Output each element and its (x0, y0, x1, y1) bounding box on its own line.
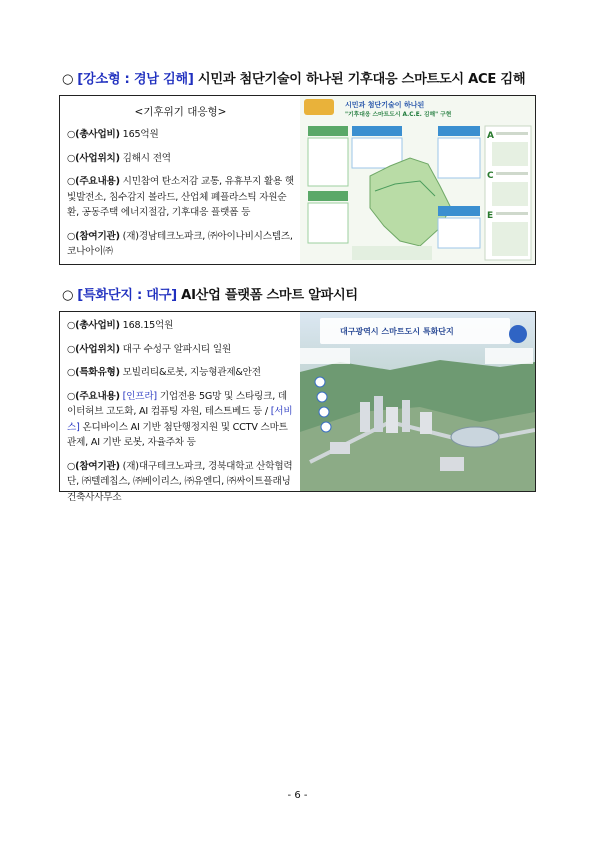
section1-item-orgs: ○(참여기관) (재)경남테크노파크, ㈜아이나비시스템즈, 코나아이㈜ (67, 230, 293, 257)
section2-item-location: ○(사업위치) 대구 수성구 알파시티 일원 (67, 343, 231, 355)
section1-tag: [강소형 : 경남 김해] (77, 72, 194, 87)
section1-item-content: ○(주요내용) 시민참여 탄소저감 교통, 유휴부지 활용 햇빛발전소, 침수감지 볼라드, 산업체 폐플라스틱 자원순환, 공동주택 에너지절감, 기후대응 플랫폼 등 (67, 176, 294, 218)
gimhae-infographic (300, 96, 535, 264)
section2-item-content: ○(주요내용) [인프라] 기업전용 5G망 및 스타링크, 데이터허브 고도화, AI 컴퓨팅 자원, 테스트베드 등 / [서비스] 온디바이스 AI 기반 첨단행정지원 및 CCTV 스마트 관제, AI 기반 로봇, 자율주차 등 (67, 390, 293, 448)
section2-title (62, 284, 358, 303)
section2-tag: [특화단지 : 대구] (77, 288, 177, 303)
section1-box (59, 95, 536, 265)
section2-image (300, 312, 535, 491)
letter-c: C (487, 171, 494, 181)
section2-box (59, 311, 536, 503)
section2-item-budget: ○(총사업비) 168.15억원 (67, 320, 174, 331)
bullet-circle: ○ (62, 288, 74, 303)
section1-subhead: <기후위기 대응형> (134, 106, 227, 118)
page-number: - 6 - (287, 790, 308, 801)
section2-item-type: ○(특화유형) 모빌리티&로봇, 지능형관제&안전 (67, 367, 261, 378)
section2-heading: AI산업 플랫폼 스마트 알파시티 (181, 288, 358, 303)
rendering-banner: 대구광역시 스마트도시 특화단지 (340, 327, 454, 336)
letter-a: A (487, 131, 494, 141)
section1-heading: 시민과 첨단기술이 하나된 기후대응 스마트도시 ACE 김해 (197, 72, 526, 87)
section1-item-location: ○(사업위치) 김해시 전역 (67, 152, 171, 164)
section2-item-orgs: ○(참여기관) (재)대구테크노파크, 경북대학교 산학협력단, ㈜텔레칩스, ㈜베이리스, ㈜유엔디, ㈜싸이트플래닝건축사사무소 (67, 460, 293, 503)
daegu-rendering (300, 312, 535, 491)
infographic-banner: 시민과 첨단기술이 하나된 (345, 101, 425, 109)
section1-text-cell (60, 96, 302, 264)
bullet-circle: ○ (62, 72, 74, 87)
section1-title (62, 68, 525, 87)
infographic-banner2: "기후대응 스마트도시 A.C.E. 김해" 구현 (345, 112, 452, 118)
section2-text-cell (60, 312, 302, 503)
section1-item-budget: ○(총사업비) 165억원 (67, 129, 159, 140)
section1-image (300, 96, 535, 264)
letter-e: E (487, 211, 494, 221)
